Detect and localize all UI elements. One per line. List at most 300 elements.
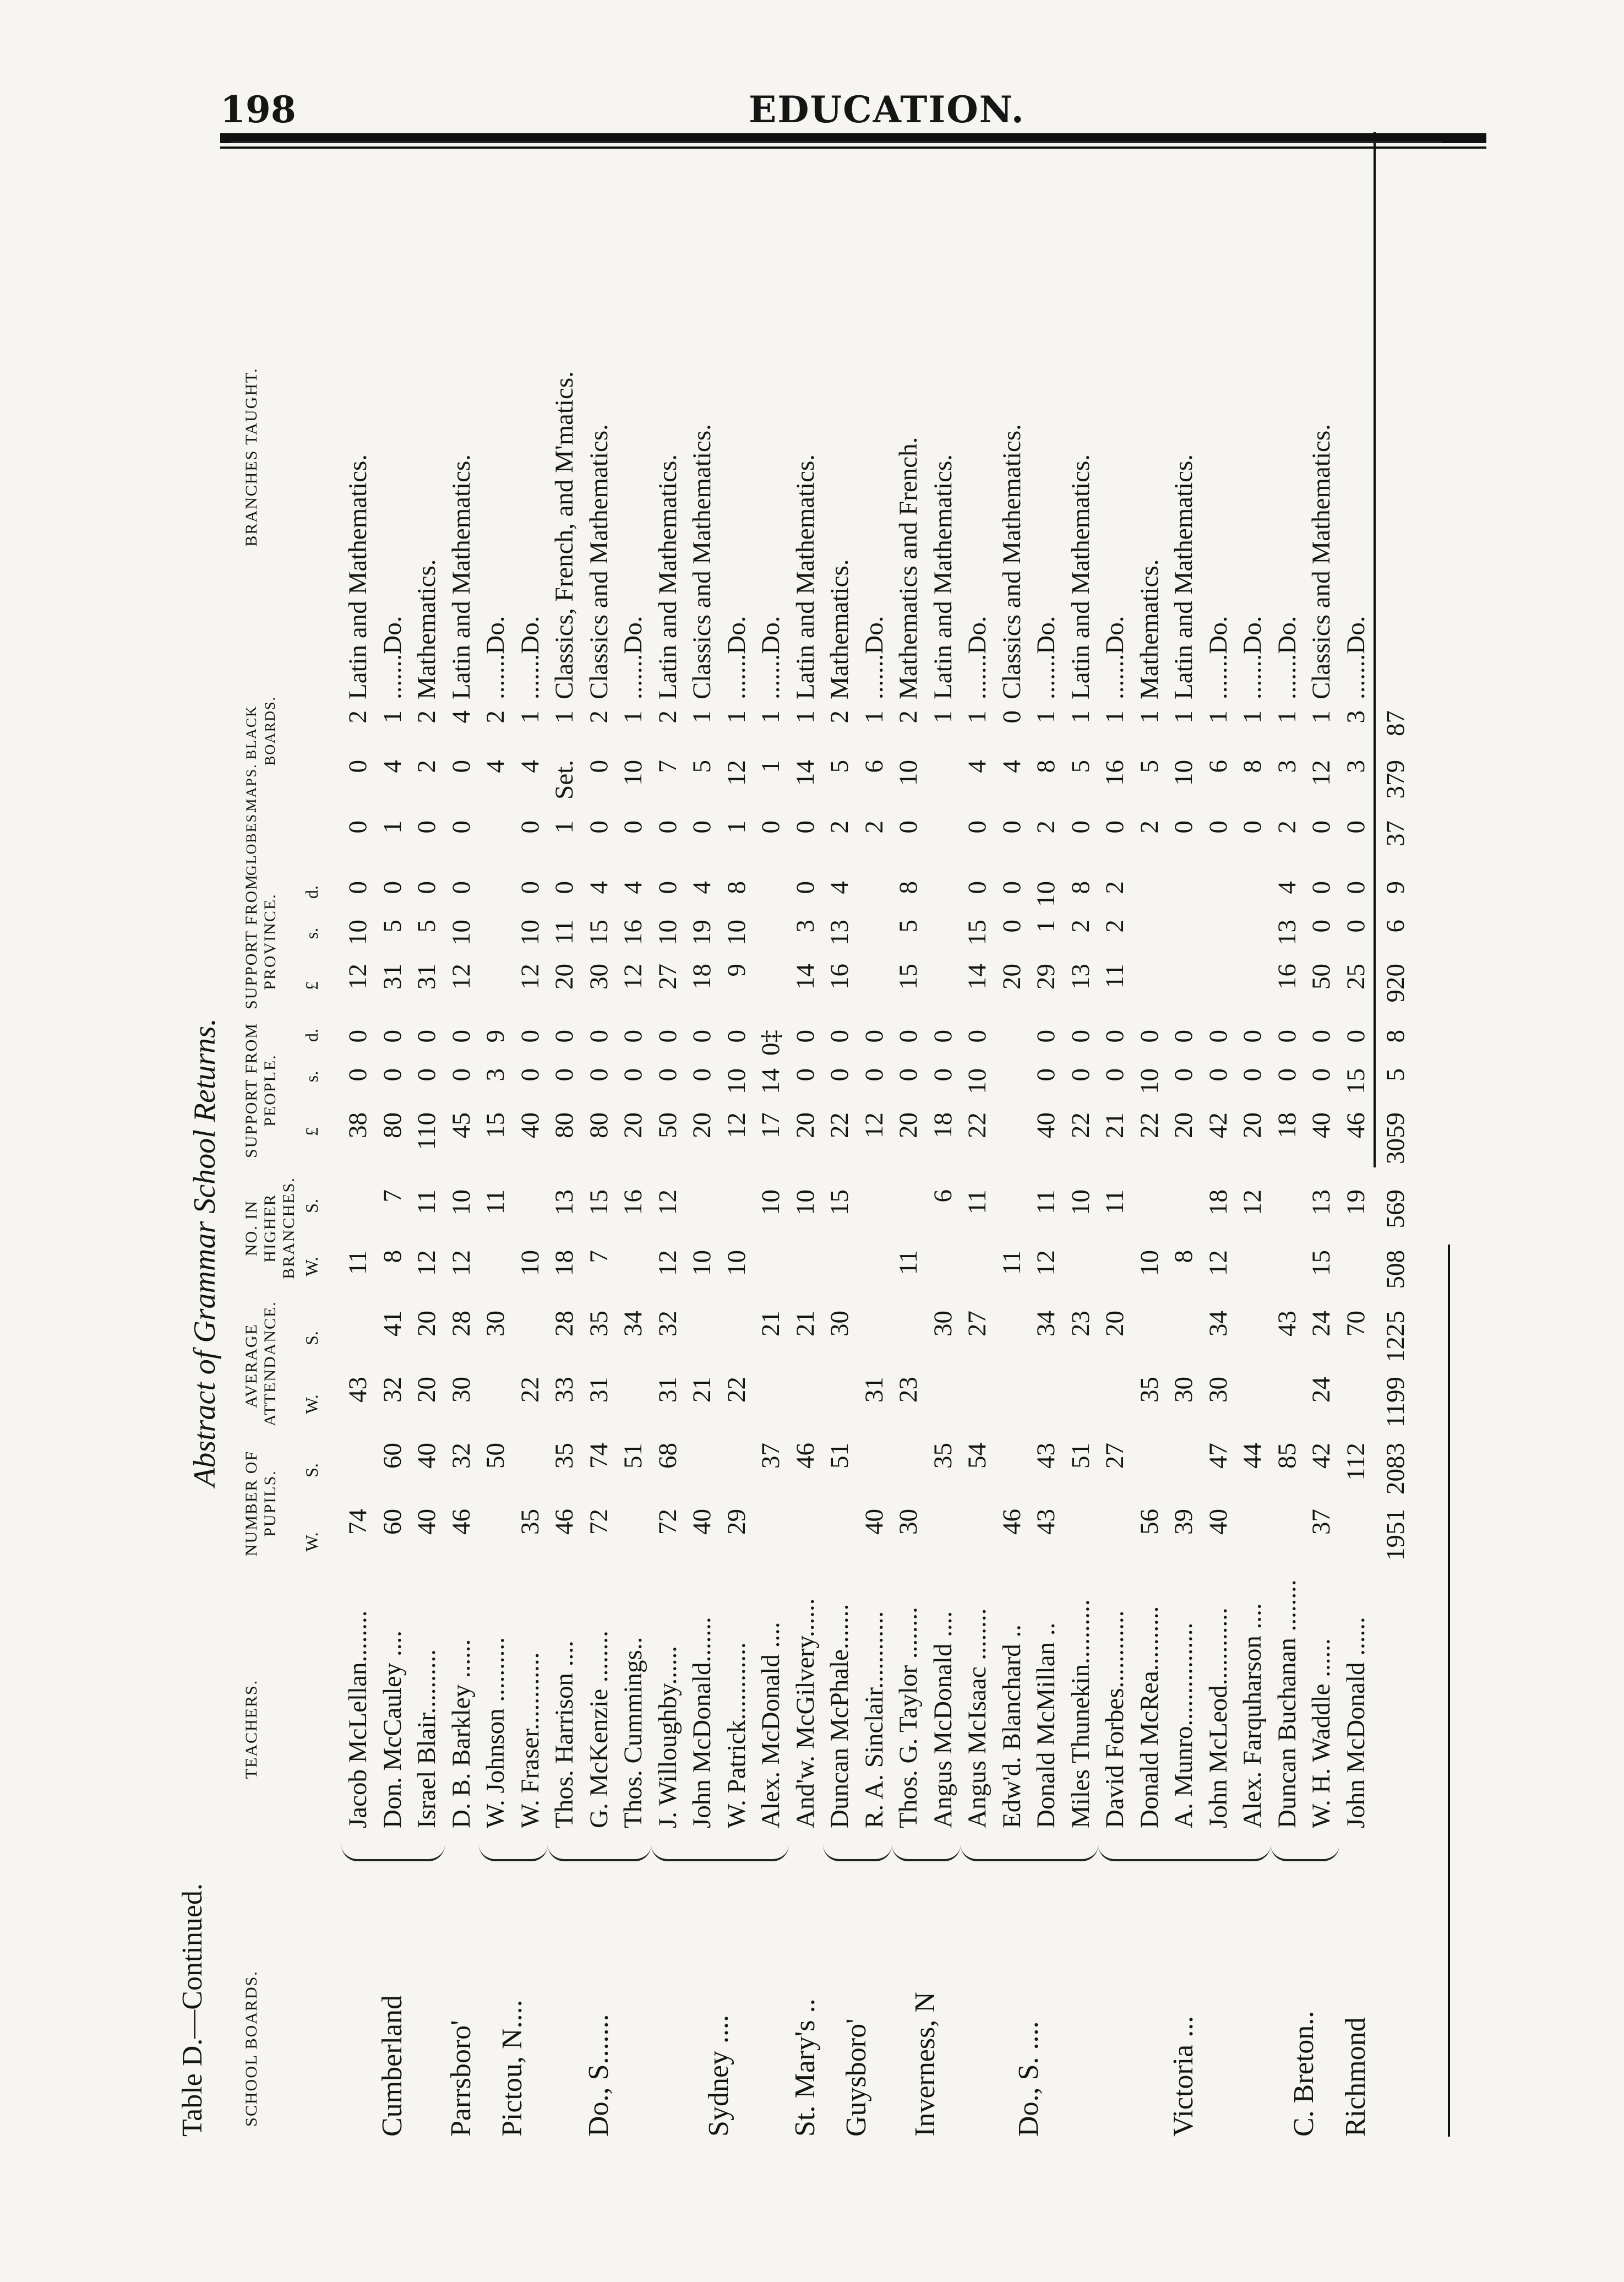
table-cell: 22	[1135, 1112, 1164, 1138]
table-cell: Edw'd. Blanchard ..	[997, 1624, 1026, 1828]
table-row	[1133, 143, 1166, 2137]
table-cell: 0	[1169, 821, 1198, 834]
table-cell: 4	[584, 881, 613, 894]
table-cell: 12	[722, 1112, 751, 1138]
table-cell: 23	[1066, 1311, 1095, 1336]
table-cell: 0	[894, 821, 923, 834]
table-cell: 3	[1272, 760, 1301, 773]
table-row	[479, 143, 512, 2137]
table-cell: 20	[997, 964, 1026, 990]
table-cell: 0	[515, 1030, 544, 1043]
table-cell: 0	[1100, 1068, 1129, 1082]
school-board-label: Victoria ...	[1168, 2015, 1199, 2137]
table-cell: W. Patrick............	[722, 1642, 751, 1828]
table-cell: 0	[859, 1030, 889, 1043]
table-cell: 2	[825, 710, 854, 724]
table-cell: 34	[619, 1311, 647, 1336]
table-cell: 15	[584, 920, 613, 946]
total-cell: 37	[1381, 821, 1410, 846]
table-cell: 0	[515, 881, 544, 894]
table-cell: 1	[1135, 710, 1164, 724]
table-cell: 0	[1100, 1030, 1129, 1043]
table-cell: 40	[1203, 1509, 1233, 1535]
table-cell: 18	[550, 1250, 579, 1276]
table-cell: Angus McIsaac ........	[963, 1608, 991, 1828]
table-row	[685, 143, 718, 2137]
table-cell: 34	[1032, 1311, 1060, 1336]
table-cell: 20	[894, 1112, 923, 1138]
table-cell: 0	[963, 881, 991, 894]
table-cell: 31	[412, 964, 441, 990]
table-cell: R. A. Sinclair............	[859, 1611, 889, 1828]
table-cell: Classics and Mathematics.	[584, 424, 613, 699]
table-cell: 1	[722, 710, 751, 724]
table-cell: 43	[1272, 1311, 1301, 1336]
table-cell: 8	[1066, 881, 1095, 894]
table-cell: Mathematics.	[1135, 559, 1164, 699]
table-cell: 12	[412, 1250, 441, 1276]
table-cell: Alex. McDonald ....	[756, 1622, 785, 1828]
table-cell: 0	[446, 1030, 476, 1043]
table-cell: 12	[722, 760, 751, 786]
total-cell: 6	[1381, 920, 1410, 933]
table-cell: 12	[515, 964, 544, 990]
table-cell: 18	[688, 964, 716, 990]
table-cell: 37	[1307, 1509, 1336, 1535]
table-cell: Latin and Mathematics.	[653, 454, 682, 699]
table-cell: 24	[1307, 1311, 1336, 1336]
table-cell: 1	[1307, 710, 1336, 724]
table-cell: Latin and Mathematics.	[446, 454, 476, 699]
table-cell: 3	[791, 920, 820, 933]
header-globes: GLOBES.	[243, 808, 259, 876]
table-cell: 10	[1066, 1189, 1095, 1215]
school-board-label: Richmond	[1339, 2017, 1371, 2137]
table-cell: 30	[1169, 1377, 1198, 1403]
table-cell: Set.	[550, 760, 579, 800]
table-cell: 2	[894, 710, 923, 724]
table-cell: 12	[859, 1112, 889, 1138]
table-cell: 24	[1307, 1377, 1336, 1403]
table-cell: 16	[619, 920, 647, 946]
table-cell: 2	[344, 710, 372, 724]
table-cell: Classics, French, and M'matics.	[550, 371, 579, 699]
school-board-label: Parrsboro'	[445, 2020, 477, 2137]
table-cell: 4	[378, 760, 407, 773]
school-board-label: Inverness, N	[909, 1992, 941, 2137]
table-cell: 13	[1272, 920, 1301, 946]
table-cell: 80	[378, 1112, 407, 1138]
table-cell: 0	[1066, 1068, 1095, 1082]
table-cell: 11	[1100, 1189, 1129, 1215]
table-cell: .......Do.	[515, 616, 544, 699]
table-cell: 10	[446, 920, 476, 946]
header-teachers: TEACHERS.	[242, 1679, 260, 1779]
table-cell: 10	[722, 1250, 751, 1276]
table-cell: 4	[997, 760, 1026, 773]
table-cell: 9	[722, 964, 751, 977]
table-cell: 85	[1272, 1443, 1301, 1469]
table-cell: Thos. Harrison ....	[550, 1640, 579, 1828]
table-cell: 39	[1169, 1509, 1198, 1535]
school-board-label: St. Mary's ..	[789, 1998, 821, 2137]
school-board-label: Guysboro'	[841, 2018, 873, 2137]
table-cell: 0	[1238, 1030, 1267, 1043]
table-cell: 0	[344, 881, 372, 894]
header-attendance: AVERAGE ATTENDANCE.	[242, 1301, 279, 1426]
table-cell: 0	[653, 1068, 682, 1082]
table-cell: 0	[412, 1068, 441, 1082]
table-row	[1271, 143, 1304, 2137]
table-cell: 20	[688, 1112, 716, 1138]
table-cell: 0	[756, 821, 785, 834]
table-cell: 1	[928, 710, 957, 724]
table-cell: 22	[1066, 1112, 1095, 1138]
table-cell: 50	[1307, 964, 1336, 990]
table-row	[1305, 143, 1338, 2137]
table-cell: 31	[653, 1377, 682, 1403]
table-cell: 60	[378, 1509, 407, 1535]
sub-people-pence: d.	[302, 1029, 321, 1042]
table-cell: 35	[1135, 1377, 1164, 1403]
table-cell: 0	[791, 821, 820, 834]
table-cell: 10	[722, 1068, 751, 1094]
table-cell: J. Willoughby......	[653, 1645, 682, 1828]
table-cell: 54	[963, 1443, 991, 1469]
table-cell: John McLeod............	[1203, 1607, 1233, 1828]
table-cell: 110	[412, 1112, 441, 1150]
table-cell: 14	[963, 964, 991, 990]
table-cell: 0	[1307, 821, 1336, 834]
table-cell: 20	[1238, 1112, 1267, 1138]
table-cell: 42	[1307, 1443, 1336, 1469]
table-row	[892, 143, 925, 2137]
table-cell: 20	[1169, 1112, 1198, 1138]
header-support-province: SUPPORT FROM PROVINCE.	[242, 874, 279, 1009]
table-cell: 28	[446, 1311, 476, 1336]
table-cell: .......Do.	[963, 616, 991, 699]
table-cell: 43	[1032, 1509, 1060, 1535]
table-cell: 27	[963, 1311, 991, 1336]
page-number: 198	[220, 88, 296, 131]
table-cell: 22	[515, 1377, 544, 1403]
grammar-school-table	[176, 143, 1459, 2137]
table-cell: 30	[446, 1377, 476, 1403]
table-cell: Duncan McPhale.......	[825, 1604, 854, 1828]
table-cell: 15	[481, 1112, 510, 1138]
table-cell: 27	[1100, 1443, 1129, 1469]
table-cell: 8	[378, 1250, 407, 1263]
total-cell: 1199	[1381, 1377, 1410, 1428]
table-cell: Israel Blair..........	[412, 1649, 441, 1828]
sub-pupils-w: W.	[302, 1532, 321, 1552]
table-cell: 74	[344, 1509, 372, 1535]
table-cell: 10	[1135, 1068, 1164, 1094]
table-row	[1167, 143, 1200, 2137]
table-cell: 12	[344, 964, 372, 990]
table-cell: 15	[894, 964, 923, 990]
table-cell: 27	[653, 964, 682, 990]
table-cell: 4	[688, 881, 716, 894]
table-cell: 38	[344, 1112, 372, 1138]
table-cell: 40	[688, 1509, 716, 1535]
table-cell: 0	[446, 881, 476, 894]
total-cell: 1225	[1381, 1311, 1410, 1362]
table-cell: 0	[688, 1068, 716, 1082]
table-cell: 4	[515, 760, 544, 773]
table-cell: 40	[1307, 1112, 1336, 1138]
table-row	[445, 143, 478, 2137]
table-cell: 10	[515, 1250, 544, 1276]
table-cell: 12	[653, 1189, 682, 1215]
table-cell: 0	[1066, 1030, 1095, 1043]
sub-province-pence: d.	[302, 885, 321, 899]
table-cell: 1	[619, 710, 647, 724]
table-cell: 0	[1169, 1068, 1198, 1082]
table-cell: 15	[584, 1189, 613, 1215]
table-cell: 18	[928, 1112, 957, 1138]
table-cell: 5	[825, 760, 854, 773]
table-row	[1236, 143, 1269, 2137]
table-cell: 31	[859, 1377, 889, 1403]
table-cell: 42	[1203, 1112, 1233, 1138]
table-cell: Latin and Mathematics.	[928, 454, 957, 699]
table-cell: 0	[412, 821, 441, 834]
table-cell: 40	[515, 1112, 544, 1138]
table-cell: 32	[653, 1311, 682, 1336]
table-cell: 22	[963, 1112, 991, 1138]
table-cell: 72	[653, 1509, 682, 1535]
table-cell: 68	[653, 1443, 682, 1469]
table-cell: 10	[619, 760, 647, 786]
school-board-label: Do., S.......	[582, 2014, 614, 2137]
table-cell: 0	[619, 1068, 647, 1082]
table-cell: 22	[825, 1112, 854, 1138]
table-cell: 2	[584, 710, 613, 724]
table-cell: 1	[550, 710, 579, 724]
table-cell: 10	[894, 760, 923, 786]
table-cell: 1	[1032, 710, 1060, 724]
table-cell: 30	[584, 964, 613, 990]
table-cell: 0	[963, 821, 991, 834]
table-cell: 12	[446, 964, 476, 990]
header-branches-taught: BRANCHES TAUGHT.	[242, 367, 260, 547]
table-cell: 25	[1341, 964, 1370, 990]
table-cell: 2	[1032, 821, 1060, 834]
table-cell: 1	[1100, 710, 1129, 724]
table-cell: 0	[791, 881, 820, 894]
table-row	[927, 143, 960, 2137]
table-cell: Duncan Buchanan ........	[1272, 1579, 1301, 1828]
table-cell: Thos. Cummings..	[619, 1637, 647, 1828]
table-row	[651, 143, 684, 2137]
total-cell: 1951	[1381, 1509, 1410, 1561]
table-cell: 10	[722, 920, 751, 946]
table-cell: 0	[653, 1030, 682, 1043]
table-cell: Latin and Mathematics.	[1169, 454, 1198, 699]
table-cell: 10	[756, 1189, 785, 1215]
table-cell: 0	[550, 881, 579, 894]
table-cell: 0	[1341, 881, 1370, 894]
table-cell: 13	[1307, 1189, 1336, 1215]
table-cell: 112	[1341, 1443, 1370, 1481]
table-cell: 0	[825, 1030, 854, 1043]
table-cell: 0	[1032, 1030, 1060, 1043]
table-cell: 2	[1135, 821, 1164, 834]
table-cell: 1	[791, 710, 820, 724]
total-cell: 379	[1381, 760, 1410, 799]
table-cell: 15	[825, 1189, 854, 1215]
table-cell: 0	[1307, 1068, 1336, 1082]
table-cell: D. B. Barkley ......	[446, 1639, 476, 1828]
table-cell: 32	[446, 1443, 476, 1469]
table-cell: 8	[722, 881, 751, 894]
table-cell: 2	[825, 821, 854, 834]
table-cell: Latin and Mathematics.	[344, 454, 372, 699]
table-cell: 8	[894, 881, 923, 894]
table-cell: 13	[1066, 964, 1095, 990]
table-cell: 0	[619, 821, 647, 834]
table-cell: 74	[584, 1443, 613, 1469]
table-cell: 1	[1272, 710, 1301, 724]
table-cell: 16	[825, 964, 854, 990]
table-cell: 0	[1135, 1030, 1164, 1043]
sub-province-pound: £	[302, 981, 321, 990]
table-row	[548, 143, 581, 2137]
table-row	[720, 143, 753, 2137]
table-cell: 0	[378, 881, 407, 894]
table-label: Table D.—Continued.	[177, 1883, 208, 2137]
table-cell: 30	[894, 1509, 923, 1535]
table-cell: 11	[1100, 964, 1129, 989]
total-cell: 9	[1381, 881, 1410, 894]
table-cell: 0	[1032, 1068, 1060, 1082]
table-cell: Donald McRea..........	[1135, 1606, 1164, 1828]
table-cell: 17	[756, 1112, 785, 1138]
table-cell: 0	[584, 1068, 613, 1082]
table-cell: 40	[859, 1509, 889, 1535]
school-board-label: Pictou, N....	[497, 2000, 528, 2137]
table-cell: .......Do.	[756, 616, 785, 699]
table-cell: 7	[584, 1250, 613, 1263]
header-support-people: SUPPORT FROM PEOPLE.	[242, 1023, 279, 1158]
table-row	[1064, 143, 1097, 2137]
table-cell: .......Do.	[1238, 616, 1267, 699]
table-cell: .......Do.	[619, 616, 647, 699]
table-cell: Alex. Farquharson ....	[1238, 1603, 1267, 1828]
table-cell: 10	[515, 920, 544, 946]
sub-higher-w: W.	[302, 1257, 321, 1276]
table-cell: 13	[825, 920, 854, 946]
table-row	[410, 143, 443, 2137]
table-cell: 0	[1203, 1068, 1233, 1082]
table-cell: 0	[515, 821, 544, 834]
table-cell: 4	[619, 881, 647, 894]
table-cell: 15	[1341, 1068, 1370, 1094]
table-cell: 0	[344, 821, 372, 834]
school-board-label: Do., S. ....	[1012, 2021, 1044, 2137]
table-cell: W. H. Waddle ......	[1307, 1638, 1336, 1828]
table-cell: 1	[1238, 710, 1267, 724]
table-cell: 22	[722, 1377, 751, 1403]
table-cell: 60	[378, 1443, 407, 1469]
school-board-label: Sydney ....	[703, 2015, 735, 2137]
table-cell: W. Johnson ..........	[481, 1637, 510, 1828]
table-cell: Latin and Mathematics.	[1066, 454, 1095, 699]
table-cell: .......Do.	[1272, 616, 1301, 699]
table-cell: 0	[1203, 821, 1233, 834]
table-cell: 4	[825, 881, 854, 894]
table-cell: 23	[894, 1377, 923, 1403]
table-cell: 0	[1066, 821, 1095, 834]
table-cell: 10	[653, 920, 682, 946]
table-cell: 2	[481, 710, 510, 724]
table-cell: 0	[825, 1068, 854, 1082]
table-cell: 80	[584, 1112, 613, 1138]
table-cell: .......Do.	[1032, 616, 1060, 699]
table-cell: 41	[378, 1311, 407, 1336]
table-row	[1202, 143, 1235, 2137]
table-cell: Jacob McLellan........	[344, 1610, 372, 1828]
table-row	[789, 143, 822, 2137]
table-cell: 5	[412, 920, 441, 933]
table-cell: 3	[1341, 710, 1370, 724]
table-cell: 0	[584, 1030, 613, 1043]
table-cell: 30	[1203, 1377, 1233, 1403]
table-cell: 0	[722, 1030, 751, 1043]
table-cell: Mathematics.	[412, 559, 441, 699]
table-cell: David Forbes............	[1100, 1610, 1129, 1828]
table-cell: 40	[1032, 1112, 1060, 1138]
table-cell: 6	[1203, 760, 1233, 773]
table-cell: 51	[619, 1443, 647, 1469]
total-cell: 920	[1381, 964, 1410, 1003]
table-cell: 12	[1203, 1250, 1233, 1276]
table-cell: 4	[481, 760, 510, 773]
table-cell: 11	[1032, 1189, 1060, 1215]
table-cell: 20	[550, 964, 579, 990]
table-cell: 40	[412, 1443, 441, 1469]
table-cell: 20	[791, 1112, 820, 1138]
table-row	[995, 143, 1028, 2137]
table-cell: 4	[1272, 881, 1301, 894]
table-cell: 18	[1272, 1112, 1301, 1138]
table-cell: 14	[756, 1068, 785, 1094]
table-cell: 8	[1238, 760, 1267, 773]
table-cell: 4	[446, 710, 476, 724]
table-cell: G. McKenzie ........	[584, 1631, 613, 1828]
table-cell: A. Munro................	[1169, 1622, 1198, 1828]
table-cell: 1	[1203, 710, 1233, 724]
table-cell: 0	[1341, 1030, 1370, 1043]
table-cell: 0	[791, 1068, 820, 1082]
table-cell: 0	[1307, 1030, 1336, 1043]
table-cell: 0	[344, 760, 372, 773]
table-cell: 12	[446, 1250, 476, 1276]
table-cell: 46	[446, 1509, 476, 1535]
table-cell: 30	[481, 1311, 510, 1336]
table-cell: 1	[859, 710, 889, 724]
table-cell: 21	[688, 1377, 716, 1403]
table-cell: 0	[446, 821, 476, 834]
table-cell: 8	[1169, 1250, 1198, 1263]
table-cell: 0	[997, 920, 1026, 933]
table-cell: 0	[1203, 1030, 1233, 1043]
table-cell: 0	[1169, 1030, 1198, 1043]
table-cell: 10	[1135, 1250, 1164, 1276]
table-cell: 1	[1032, 920, 1060, 933]
table-cell: 35	[550, 1443, 579, 1469]
